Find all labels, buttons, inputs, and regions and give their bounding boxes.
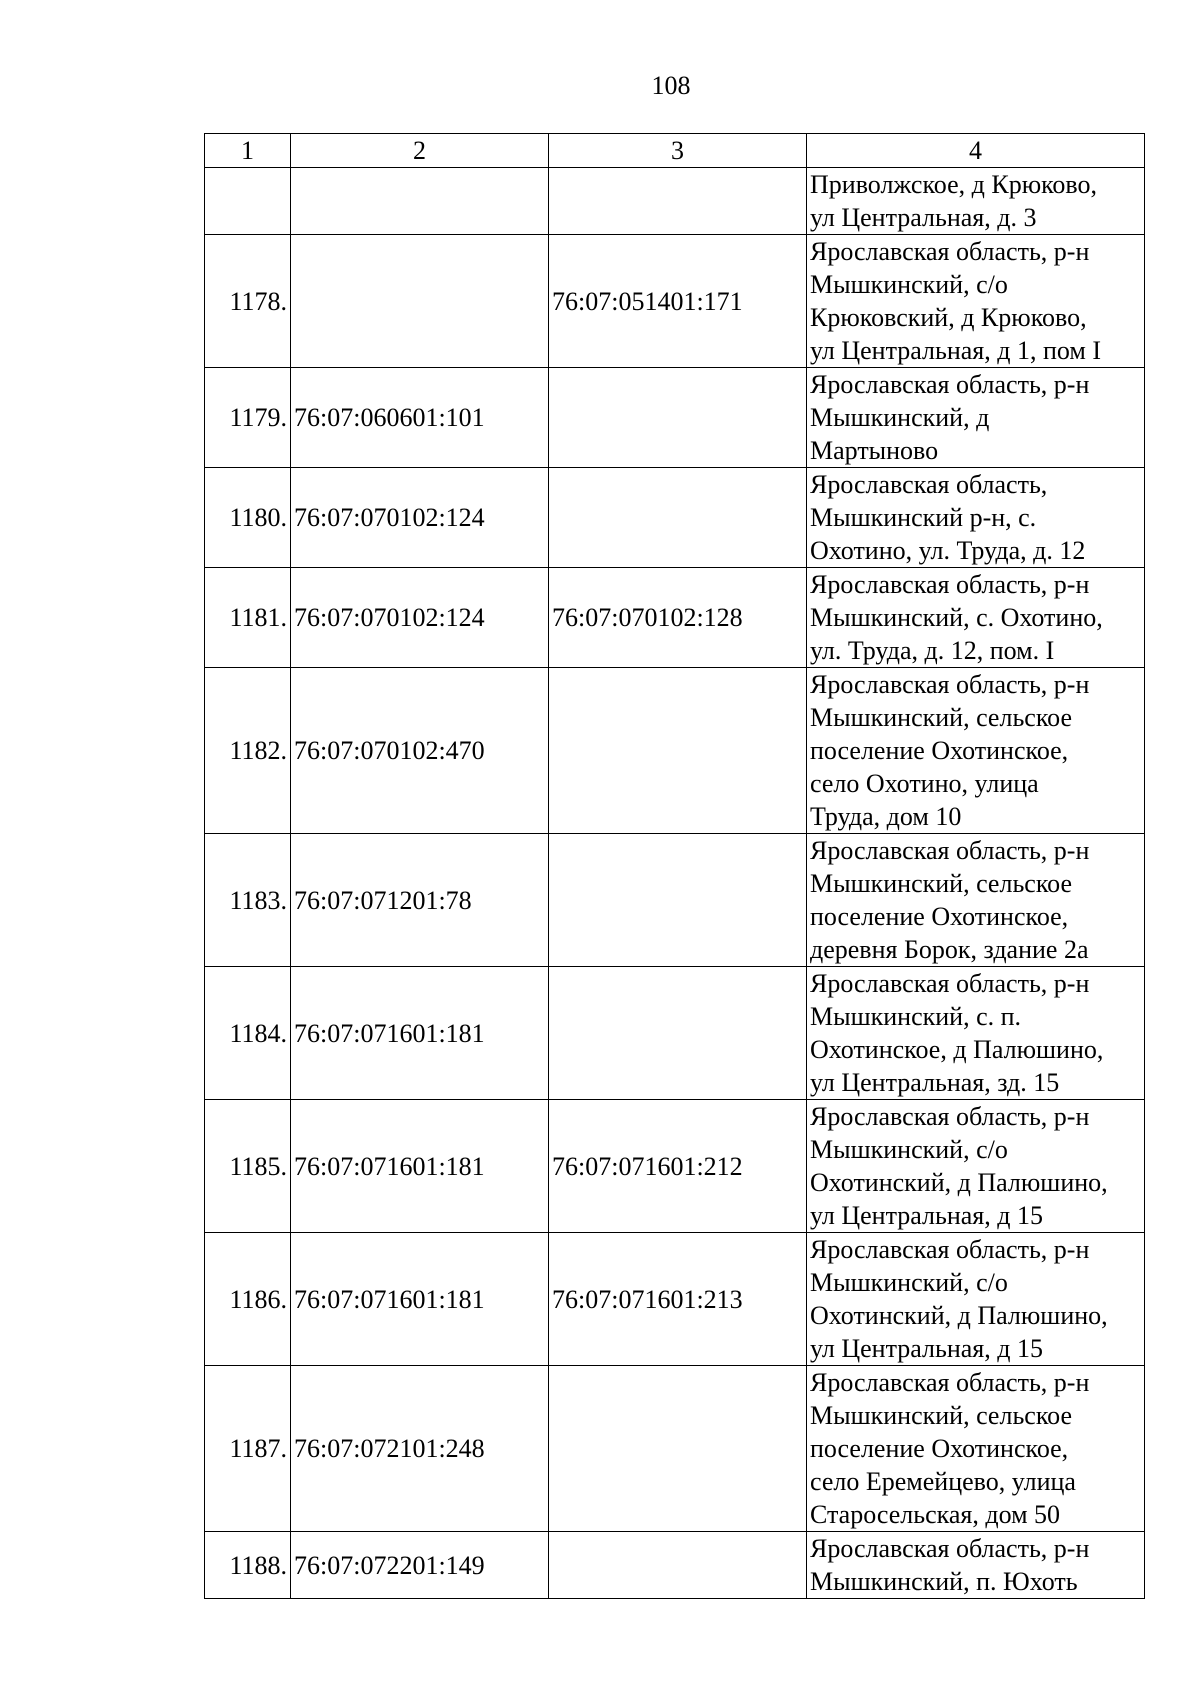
address-cell: Ярославская область, Мышкинский р-н, с. Охотино, ул. Труда, д. 12 [807,468,1145,568]
premise-cadastral-number-cell [549,368,807,468]
page-number: 108 [651,71,691,100]
address-cell: Ярославская область, р-н Мышкинский, д Мартыново [807,368,1145,468]
address-cell: Ярославская область, р-н Мышкинский, сельское поселение Охотинское, деревня Борок, здание 2а [807,834,1145,967]
row-number-cell: 1179. [205,368,291,468]
address-cell: Ярославская область, р-н Мышкинский, с/о Крюковский, д Крюково, ул Центральная, д 1, пом I [807,235,1145,368]
table-row [205,1366,1145,1532]
row-number-cell: 1184. [205,967,291,1100]
address-cell: Ярославская область, р-н Мышкинский, сельское поселение Охотинское, село Охотино, улица Труда, дом 10 [807,668,1145,834]
table-header [205,134,1145,168]
premise-cadastral-number-cell [549,168,807,235]
column-header-2: 2 [291,134,549,168]
building-cadastral-number-cell [291,168,549,235]
row-number-cell: 1183. [205,834,291,967]
premise-cadastral-number-cell: 76:07:051401:171 [549,235,807,368]
column-header-1: 1 [205,134,291,168]
address-cell: Ярославская область, р-н Мышкинский, с/о Охотинский, д Палюшино, ул Центральная, д 15 [807,1100,1145,1233]
row-number-cell: 1181. [205,568,291,668]
premise-cadastral-number-cell: 76:07:070102:128 [549,568,807,668]
row-number-cell: 1182. [205,668,291,834]
building-cadastral-number-cell: 76:07:072201:149 [291,1532,549,1599]
building-cadastral-number-cell: 76:07:071601:181 [291,1100,549,1233]
address-cell: Ярославская область, р-н Мышкинский, сельское поселение Охотинское, село Еремейцево, улица Старосельская, дом 50 [807,1366,1145,1532]
premise-cadastral-number-cell [549,668,807,834]
table-row [205,1233,1145,1366]
premise-cadastral-number-cell: 76:07:071601:212 [549,1100,807,1233]
premise-cadastral-number-cell: 76:07:071601:213 [549,1233,807,1366]
row-number-cell [205,168,291,235]
table-row [205,368,1145,468]
table-row [205,235,1145,368]
column-header-3: 3 [549,134,807,168]
registry-table [204,133,1145,1599]
row-number-cell: 1186. [205,1233,291,1366]
premise-cadastral-number-cell [549,1366,807,1532]
row-number-cell: 1185. [205,1100,291,1233]
table-row [205,1532,1145,1599]
premise-cadastral-number-cell [549,1532,807,1599]
building-cadastral-number-cell: 76:07:071601:181 [291,1233,549,1366]
address-cell: Ярославская область, р-н Мышкинский, с. п. Охотинское, д Палюшино, ул Центральная, зд. 15 [807,967,1145,1100]
row-number-cell: 1188. [205,1532,291,1599]
building-cadastral-number-cell: 76:07:070102:470 [291,668,549,834]
table-row [205,168,1145,235]
building-cadastral-number-cell: 76:07:060601:101 [291,368,549,468]
column-header-4: 4 [807,134,1145,168]
premise-cadastral-number-cell [549,834,807,967]
table-row [205,468,1145,568]
building-cadastral-number-cell: 76:07:070102:124 [291,468,549,568]
address-cell: Ярославская область, р-н Мышкинский, с. Охотино, ул. Труда, д. 12, пом. I [807,568,1145,668]
header-row [205,134,1145,168]
row-number-cell: 1178. [205,235,291,368]
row-number-cell: 1180. [205,468,291,568]
building-cadastral-number-cell: 76:07:071601:181 [291,967,549,1100]
premise-cadastral-number-cell [549,967,807,1100]
address-cell: Ярославская область, р-н Мышкинский, п. Юхоть [807,1532,1145,1599]
address-cell: Приволжское, д Крюково, ул Центральная, д. 3 [807,168,1145,235]
table-row [205,568,1145,668]
table-row [205,1100,1145,1233]
row-number-cell: 1187. [205,1366,291,1532]
table-row [205,834,1145,967]
building-cadastral-number-cell [291,235,549,368]
table-body [205,168,1145,1599]
building-cadastral-number-cell: 76:07:071201:78 [291,834,549,967]
building-cadastral-number-cell: 76:07:070102:124 [291,568,549,668]
table-row [205,967,1145,1100]
table-row [205,668,1145,834]
building-cadastral-number-cell: 76:07:072101:248 [291,1366,549,1532]
premise-cadastral-number-cell [549,468,807,568]
address-cell: Ярославская область, р-н Мышкинский, с/о Охотинский, д Палюшино, ул Центральная, д 15 [807,1233,1145,1366]
